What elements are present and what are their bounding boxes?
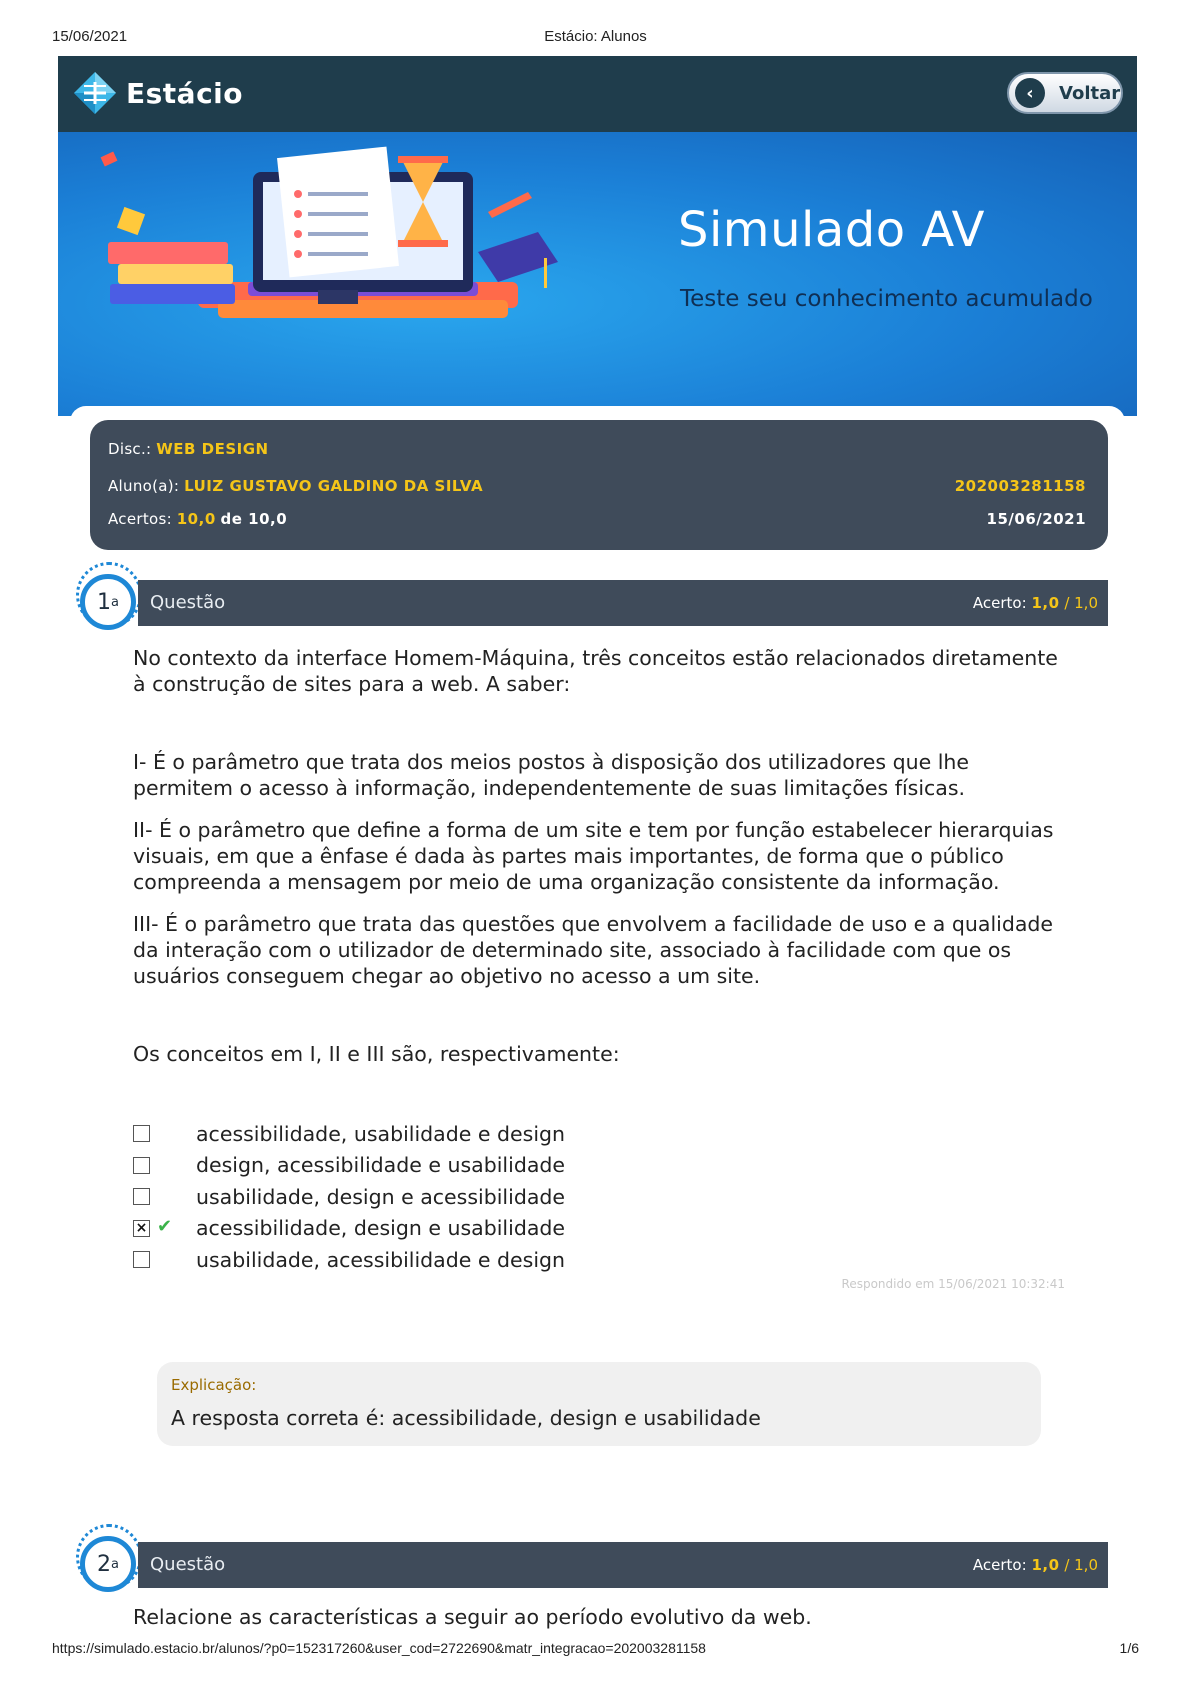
question-body — [133, 1604, 1073, 1630]
print-url: https://simulado.estacio.br/alunos/?p0=152317260&user_cod=2722690&matr_integracao=202003281158 — [52, 1640, 706, 1656]
print-header — [52, 28, 1139, 48]
score-value: 1,0 — [1031, 594, 1060, 612]
score-total: / 1,0 — [1064, 594, 1098, 612]
back-button[interactable] — [1007, 72, 1123, 114]
banner-bottom-curve — [70, 406, 1125, 416]
print-page-number: 1/6 — [1119, 1640, 1139, 1656]
banner-illustration — [58, 132, 618, 416]
acertos-total: de 10,0 — [220, 510, 288, 528]
explanation-label: Explicação: — [171, 1376, 257, 1394]
student-info-card — [90, 420, 1108, 550]
question-number: 1 — [97, 589, 112, 615]
question-header — [138, 580, 1108, 626]
answer-option[interactable] — [133, 1150, 733, 1182]
correct-check-icon: ✔ — [157, 1215, 173, 1237]
answer-options — [133, 1118, 733, 1276]
student-label: Aluno(a): — [108, 477, 180, 495]
question-intro: No contexto da interface Homem-Máquina, três conceitos estão relacionados diretamente à construção de sites para a web. A saber: — [133, 646, 1058, 696]
banner-subtitle: Teste seu conhecimento acumulado — [680, 286, 1093, 312]
question-number-badge — [80, 1536, 136, 1592]
question-score — [973, 1556, 1098, 1574]
question-ordinal: a — [111, 594, 119, 610]
question-header — [138, 1542, 1108, 1588]
score-value: 1,0 — [1031, 1556, 1060, 1574]
answer-option[interactable] — [133, 1118, 733, 1150]
acertos-label: Acertos: — [108, 510, 172, 528]
checkbox[interactable] — [133, 1157, 150, 1174]
estacio-logo-icon — [72, 70, 118, 116]
exam-date: 15/06/2021 — [986, 510, 1086, 528]
answer-option[interactable] — [133, 1244, 733, 1276]
option-label: acessibilidade, usabilidade e design — [196, 1121, 566, 1146]
banner — [58, 132, 1137, 416]
question-number-badge — [80, 574, 136, 630]
checkbox[interactable] — [133, 1125, 150, 1142]
score-label: Acerto: — [972, 594, 1027, 612]
score-label: Acerto: — [972, 1556, 1027, 1574]
question-item-1: I- É o parâmetro que trata dos meios postos à disposição dos utilizadores que lhe permitem o acesso à informação, independentemente de suas limitações físicas. — [133, 750, 970, 800]
checkbox-checked[interactable]: × — [133, 1220, 150, 1237]
option-label: usabilidade, acessibilidade e design — [196, 1247, 566, 1272]
question-ordinal: a — [111, 1556, 119, 1572]
discipline-label: Disc.: — [108, 440, 152, 458]
answer-option-selected[interactable] — [133, 1213, 733, 1245]
print-footer — [52, 1640, 1139, 1658]
explanation-text: A resposta correta é: acessibilidade, design e usabilidade — [171, 1406, 761, 1430]
question-intro: Relacione as características a seguir ao período evolutivo da web. — [133, 1605, 812, 1629]
score-total: / 1,0 — [1064, 1556, 1098, 1574]
acertos-row — [108, 510, 1086, 530]
checkbox[interactable] — [133, 1188, 150, 1205]
answer-option[interactable] — [133, 1181, 733, 1213]
question-score — [973, 594, 1098, 612]
question-label: Questão — [150, 592, 226, 613]
explanation-box — [157, 1362, 1041, 1446]
option-label: usabilidade, design e acessibilidade — [196, 1184, 566, 1209]
question-prompt: Os conceitos em I, II e III são, respectivamente: — [133, 1042, 620, 1066]
answered-timestamp: Respondido em 15/06/2021 10:32:41 — [841, 1277, 1065, 1291]
estacio-logo[interactable] — [72, 70, 243, 116]
question-label: Questão — [150, 1554, 226, 1575]
discipline-value: WEB DESIGN — [156, 440, 269, 458]
option-label: acessibilidade, design e usabilidade — [196, 1216, 566, 1241]
chevron-left-icon: ‹ — [1015, 78, 1045, 108]
question-item-2: II- É o parâmetro que define a forma de um site e tem por função estabelecer hierarquias visuais, em que a ênfase é dada às partes mais importantes, de forma que o público compreenda a mensagem por meio de uma organização consistente da informação. — [133, 818, 1054, 894]
logo-text: Estácio — [126, 76, 244, 110]
banner-title: Simulado AV — [678, 202, 985, 258]
student-row — [108, 477, 1086, 497]
discipline-row — [108, 440, 1086, 460]
question-number: 2 — [97, 1551, 112, 1577]
question-item-3: III- É o parâmetro que trata das questões que envolvem a facilidade de uso e a qualidade da interação com o utilizador de determinado site, associado à facilidade com que os usuários conseguem chegar ao objetivo no acesso a um site. — [133, 912, 1054, 988]
checkbox[interactable] — [133, 1251, 150, 1268]
acertos-value: 10,0 — [176, 510, 216, 528]
back-button-label: Voltar — [1059, 82, 1121, 104]
top-bar — [58, 56, 1137, 132]
option-label: design, acessibilidade e usabilidade — [196, 1153, 566, 1178]
print-title: Estácio: Alunos — [544, 28, 647, 45]
question-body — [133, 645, 1073, 1067]
print-date: 15/06/2021 — [52, 28, 128, 45]
student-name: LUIZ GUSTAVO GALDINO DA SILVA — [184, 477, 484, 495]
student-matricula: 202003281158 — [954, 477, 1086, 495]
